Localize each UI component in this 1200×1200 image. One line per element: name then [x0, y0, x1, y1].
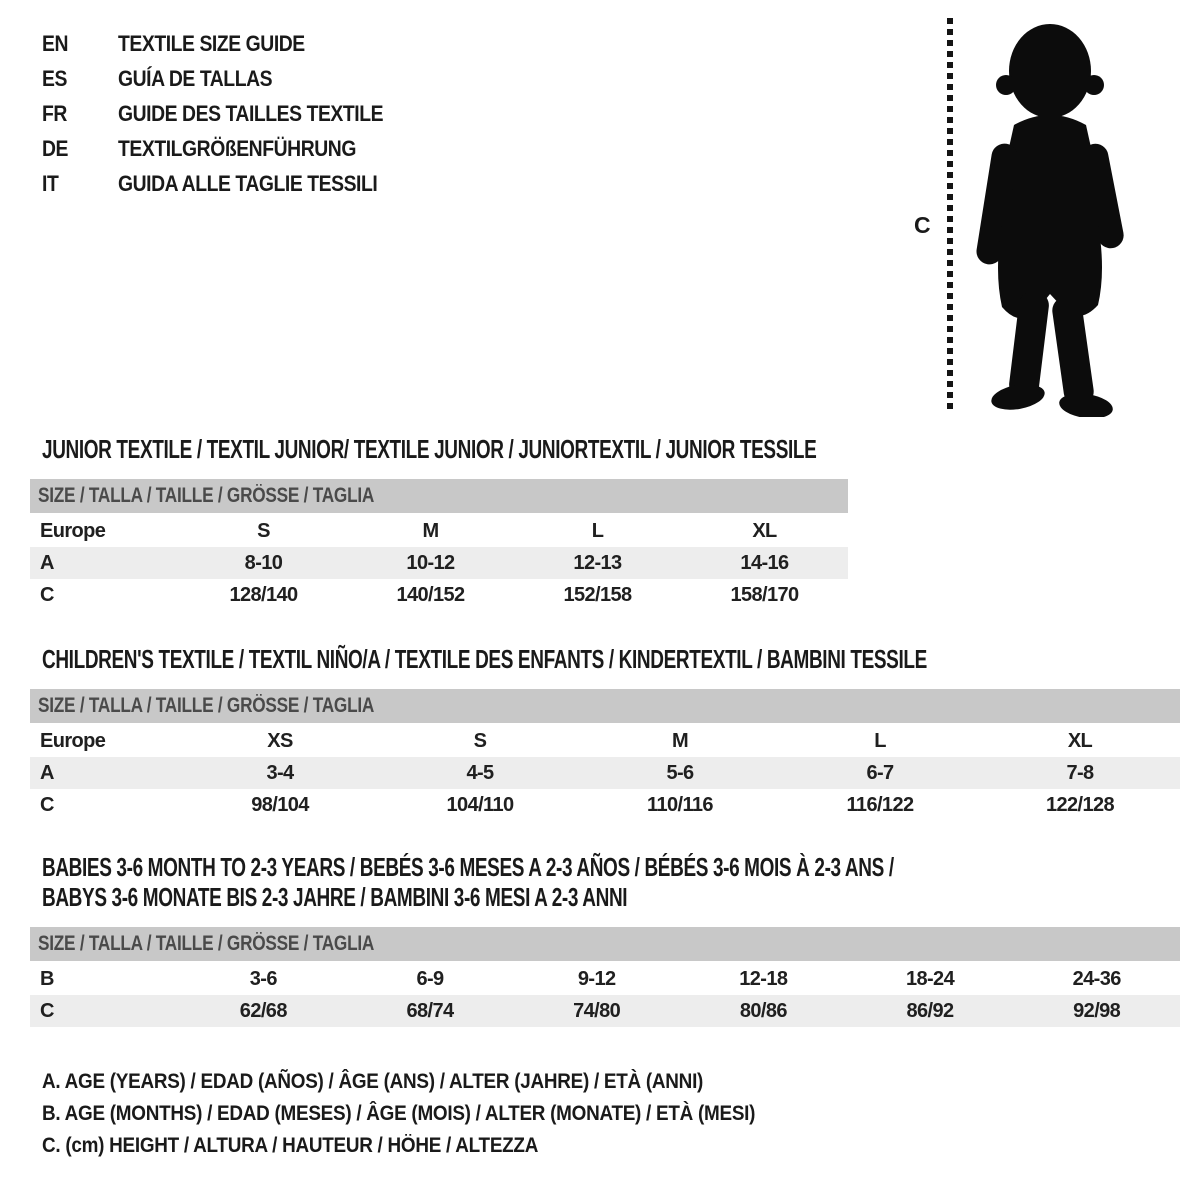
language-title: GUIDA ALLE TAGLIE TESSILI: [118, 170, 378, 196]
row-label: Europe: [40, 519, 106, 542]
size-cell: M: [671, 729, 689, 752]
size-cell: L: [591, 519, 604, 542]
size-header-bar: SIZE / TALLA / TAILLE / GRÖSSE / TAGLIA: [30, 479, 848, 513]
height-cell: 140/152: [396, 583, 465, 606]
height-cell: 68/74: [406, 999, 454, 1022]
legend-age-months: B. AGE (MONTHS) / EDAD (MESES) / ÂGE (MOIS) / ALTER (MONATE) / ETÀ (MESI): [42, 1102, 756, 1125]
age-cell: 5-6: [666, 761, 694, 784]
language-code: ES: [42, 65, 67, 91]
height-cell: 80/86: [739, 999, 787, 1022]
language-row-fr: [42, 96, 419, 131]
language-title-list: [42, 26, 419, 201]
months-cell: 12-18: [739, 967, 788, 990]
language-title: TEXTILGRÖßENFÜHRUNG: [118, 135, 356, 161]
age-cell: 12-13: [573, 551, 622, 574]
language-code: FR: [42, 100, 67, 126]
height-cell: 158/170: [730, 583, 799, 606]
language-row-en: [42, 26, 419, 61]
row-label: B: [40, 967, 54, 990]
age-cell: 4-5: [466, 761, 494, 784]
section-junior-textile: [30, 434, 848, 611]
table-row-europe: [30, 515, 848, 547]
row-label: C: [40, 583, 54, 606]
row-label: A: [40, 551, 54, 574]
section-babies: [30, 852, 1180, 1027]
age-cell: 8-10: [244, 551, 283, 574]
months-cell: 9-12: [577, 967, 616, 990]
size-header-bar: SIZE / TALLA / TAILLE / GRÖSSE / TAGLIA: [30, 927, 1180, 961]
table-row-age: [30, 757, 1180, 789]
language-row-it: [42, 166, 419, 201]
language-code: IT: [42, 170, 59, 196]
size-cell: S: [473, 729, 487, 752]
table-row-height: [30, 995, 1180, 1027]
height-cell: 116/122: [846, 793, 914, 816]
height-cell: 152/158: [563, 583, 632, 606]
section-childrens-textile: [30, 644, 1180, 821]
age-cell: 14-16: [740, 551, 789, 574]
size-cell: XL: [752, 519, 777, 542]
age-cell: 7-8: [1066, 761, 1094, 784]
row-label: C: [40, 793, 54, 816]
table-row-height: [30, 579, 848, 611]
age-cell: 10-12: [406, 551, 455, 574]
age-cell: 6-7: [866, 761, 894, 784]
height-cell: 92/98: [1073, 999, 1121, 1022]
table-row-months: [30, 963, 1180, 995]
language-title: GUÍA DE TALLAS: [118, 65, 273, 91]
height-cell: 104/110: [446, 793, 514, 816]
height-cell: 86/92: [906, 999, 954, 1022]
months-cell: 18-24: [905, 967, 955, 990]
height-cell: 122/128: [1045, 793, 1115, 816]
height-cell: 62/68: [239, 999, 287, 1022]
language-title: GUIDE DES TAILLES TEXTILE: [118, 100, 384, 126]
months-cell: 6-9: [416, 967, 444, 990]
table-row-age: [30, 547, 848, 579]
height-measure-label: C: [914, 212, 931, 238]
section-heading: JUNIOR TEXTILE / TEXTIL JUNIOR/ TEXTILE JUNIOR / JUNIORTEXTIL / JUNIOR TESSILE: [42, 434, 817, 464]
size-cell: XL: [1067, 729, 1093, 752]
months-cell: 3-6: [249, 967, 277, 990]
row-label: C: [40, 999, 54, 1022]
height-cell: 98/104: [251, 793, 309, 816]
height-cell: 128/140: [229, 583, 298, 606]
legend: [42, 1066, 834, 1162]
size-cell: S: [257, 519, 270, 542]
language-code: DE: [42, 135, 69, 161]
language-row-es: [42, 61, 419, 96]
row-label: Europe: [40, 729, 106, 752]
language-code: EN: [42, 30, 69, 56]
age-cell: 3-4: [266, 761, 294, 784]
size-cell: L: [874, 729, 886, 752]
legend-age-years: A. AGE (YEARS) / EDAD (AÑOS) / ÂGE (ANS) / ALTER (JAHRE) / ETÀ (ANNI): [42, 1070, 704, 1093]
section-heading: CHILDREN'S TEXTILE / TEXTIL NIÑO/A / TEXTILE DES ENFANTS / KINDERTEXTIL / BAMBINI TESSILE: [42, 644, 927, 674]
section-heading-line2: BABYS 3-6 MONATE BIS 2-3 JAHRE / BAMBINI 3-6 MESI A 2-3 ANNI: [42, 882, 628, 912]
height-cell: 74/80: [573, 999, 621, 1022]
section-heading-line1: BABIES 3-6 MONTH TO 2-3 YEARS / BEBÉS 3-6 MESES A 2-3 AÑOS / BÉBÉS 3-6 MOIS À 2-3 ANS /: [42, 852, 894, 882]
size-cell: XS: [267, 729, 293, 752]
legend-height: C. (cm) HEIGHT / ALTURA / HAUTEUR / HÖHE / ALTEZZA: [42, 1134, 539, 1157]
height-cell: 110/116: [647, 793, 713, 816]
language-row-de: [42, 131, 419, 166]
row-label: A: [40, 761, 54, 784]
size-header-bar: SIZE / TALLA / TAILLE / GRÖSSE / TAGLIA: [30, 689, 1180, 723]
size-cell: M: [422, 519, 439, 542]
height-measure-line: [947, 18, 953, 414]
language-title: TEXTILE SIZE GUIDE: [118, 30, 305, 56]
toddler-silhouette-icon: [966, 13, 1134, 417]
table-row-height: [30, 789, 1180, 821]
months-cell: 24-36: [1072, 967, 1121, 990]
table-row-europe: [30, 725, 1180, 757]
